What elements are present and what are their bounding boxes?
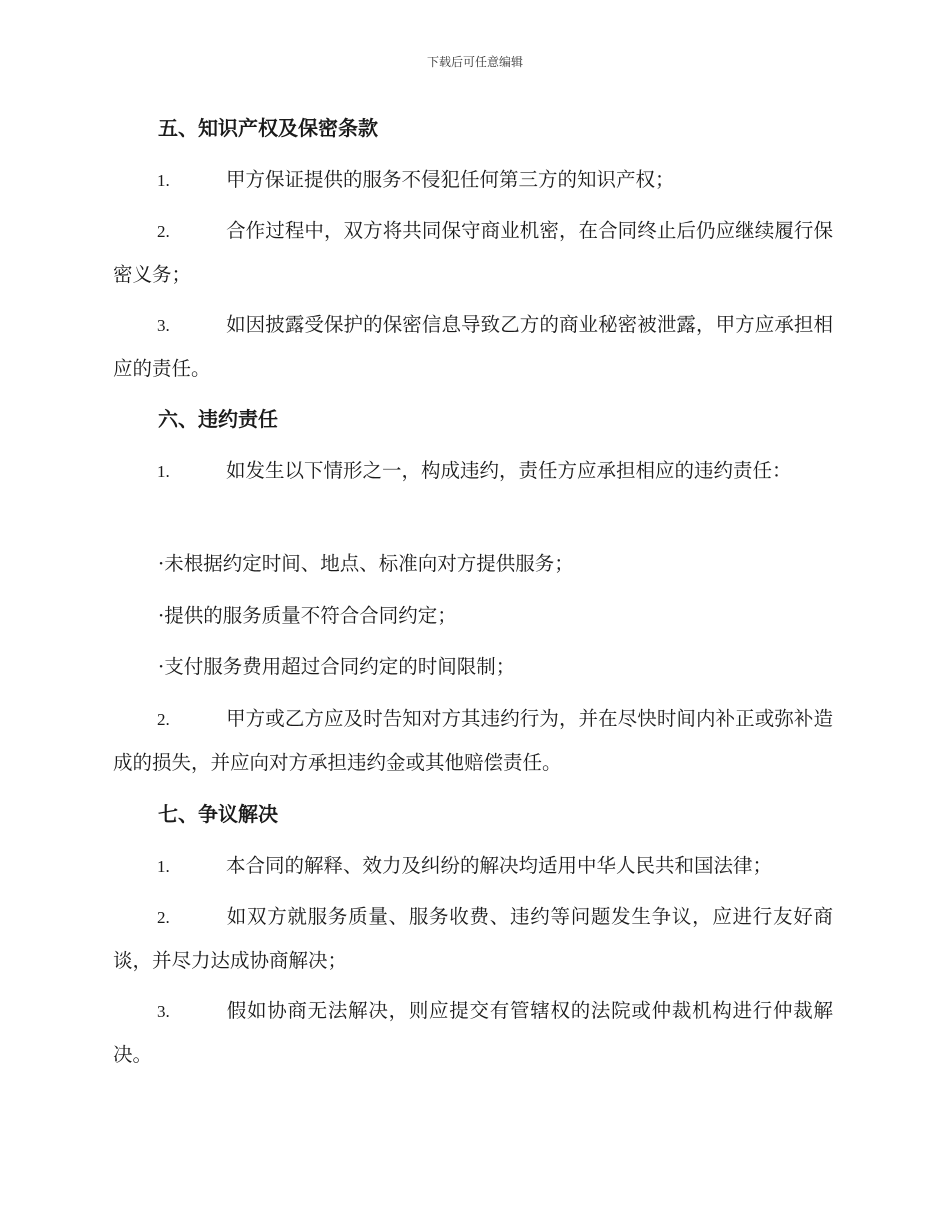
page-header: 下载后可任意编辑 (426, 55, 523, 69)
clause-7-1 (113, 844, 833, 888)
clause-7-2 (113, 895, 833, 982)
clause-text: 如双方就服务质量、服务收费、违约等问题发生争议，应进行友好商谈，并尽力达成协商解决； (113, 905, 833, 972)
clause-7-3 (113, 989, 833, 1076)
clause-number: 1. (157, 857, 170, 876)
clause-text: 假如协商无法解决，则应提交有管辖权的法院或仲裁机构进行仲裁解决。 (113, 999, 833, 1066)
section-heading-7: 七、争议解决 (158, 802, 278, 826)
clause-text: 如发生以下情形之一，构成违约，责任方应承担相应的违约责任： (226, 459, 792, 482)
clause-5-1 (113, 158, 833, 202)
section-heading-6: 六、违约责任 (158, 407, 278, 431)
clause-text: 甲方保证提供的服务不侵犯任何第三方的知识产权； (226, 168, 675, 191)
clause-number: 3. (157, 316, 170, 335)
breach-bullet-2: ·提供的服务质量不符合合同约定； (158, 604, 457, 627)
clause-5-3 (113, 303, 833, 390)
clause-number: 3. (157, 1002, 170, 1021)
section-heading-5: 五、知识产权及保密条款 (158, 116, 378, 140)
clause-5-2 (113, 209, 833, 296)
clause-text: 如因披露受保护的保密信息导致乙方的商业秘密被泄露，甲方应承担相应的责任。 (113, 313, 833, 380)
clause-number: 1. (157, 462, 170, 481)
clause-number: 2. (157, 222, 170, 241)
clause-number: 2. (157, 908, 170, 927)
clause-text: 本合同的解释、效力及纠纷的解决均适用中华人民共和国法律； (226, 854, 773, 877)
clause-6-2 (113, 697, 833, 784)
breach-bullet-1: ·未根据约定时间、地点、标准向对方提供服务； (158, 552, 574, 575)
clause-number: 2. (157, 710, 170, 729)
breach-bullet-3: ·支付服务费用超过合同约定的时间限制； (158, 655, 516, 678)
clause-text: 甲方或乙方应及时告知对方其违约行为，并在尽快时间内补正或弥补造成的损失，并应向对方承担违约金或其他赔偿责任。 (113, 707, 833, 774)
clause-6-1 (113, 449, 833, 493)
clause-number: 1. (157, 171, 170, 190)
clause-text: 合作过程中，双方将共同保守商业机密，在合同终止后仍应继续履行保密义务； (113, 219, 833, 286)
